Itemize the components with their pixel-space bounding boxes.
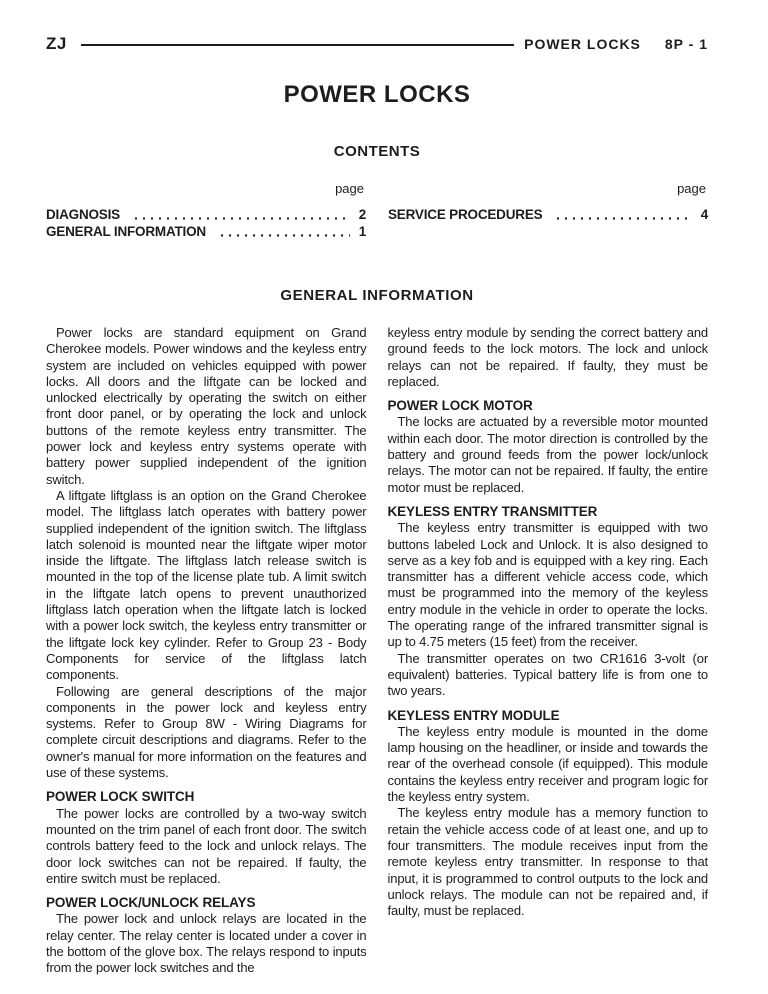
- header-chapter-title: POWER LOCKS: [524, 36, 641, 52]
- toc-entry-service-procedures: [388, 206, 708, 223]
- paragraph-continuation: keyless entry module by sending the correct battery and ground feeds to the lock motors. The lock and unlock relays can not be repaired. If faulty, they must be replaced.: [387, 325, 708, 389]
- paragraph: The keyless entry module has a memory function to retain the vehicle access code of at least one, and up to four transmitters. The module receives input from the remote keyless entry transmitter. In response to that input, it is programmed to control outputs to the lock and unlock relays. The module can not be repaired and, if faulty, must be replaced.: [387, 805, 708, 919]
- paragraph: The power locks are controlled by a two-way switch mounted on the trim panel of each front door. The switch controls battery feed to the lock and unlock relays. The door lock switches can not be repaired. If faulty, the entire switch must be replaced.: [46, 805, 367, 886]
- body-columns: [46, 325, 708, 977]
- subsection-heading-power-lock-motor: POWER LOCK MOTOR: [387, 398, 533, 414]
- toc-entry-diagnosis: [46, 206, 366, 223]
- subsection-heading-power-lock-unlock-relays: POWER LOCK/UNLOCK RELAYS: [46, 895, 256, 911]
- toc-entry-label: DIAGNOSIS: [46, 207, 120, 222]
- subsection-heading-power-lock-switch: POWER LOCK SWITCH: [46, 789, 195, 805]
- paragraph: A liftgate liftglass is an option on the Grand Cherokee model. The liftglass latch operates with battery power supplied independent of the ignition switch. The liftglass latch solenoid is mounted near the liftgate wiper motor inside the liftgate. The liftglass latch release switch is mounted in the top of the license plate tub. A limit switch in the liftgate latch opens to prevent unauthorized liftglass latch operation when the liftgate latch is locked with a power lock switch, the keyless entry transmitter or the liftgate lock key cylinder. Refer to Group 23 - Body Components for service of the liftglass latch components.: [46, 487, 367, 683]
- header-rule: [81, 44, 514, 46]
- paragraph: Following are general descriptions of the major components in the power lock and keyless entry systems. Refer to Group 8W - Wiring Diagrams for complete circuit descriptions and diagrams. Refer to the owner's manual for more information on the features and use of these systems.: [46, 683, 367, 781]
- dot-leader: [218, 234, 350, 237]
- page-column-label: page: [335, 181, 364, 196]
- paragraph: The keyless entry transmitter is equipped with two buttons labeled Lock and Unlock. It is also designed to serve as a key fob and is equipped with a key ring. Each transmitter has a different vehicle access code, which must be programmed into the memory of the keyless entry module in the vehicle in order to operate the locks. The operating range of the infrared transmitter signal is up to 4.75 meters (15 feet) from the receiver.: [387, 520, 708, 650]
- toc-left-column: [46, 181, 366, 240]
- paragraph: The locks are actuated by a reversible motor mounted within each door. The motor direction is controlled by the battery and ground feeds from the power lock/unlock relays. The motor can not be repaired. If faulty, the entire motor must be replaced.: [387, 414, 708, 495]
- model-code: ZJ: [46, 34, 67, 53]
- right-column: [388, 325, 709, 977]
- toc-entry-label: GENERAL INFORMATION: [46, 224, 206, 239]
- toc-entry-page: 2: [358, 207, 366, 222]
- toc-entry-page: 4: [700, 207, 708, 222]
- paragraph: The keyless entry module is mounted in the dome lamp housing on the headliner, or inside and towards the rear of the overhead console (if equipped). This module contains the keyless entry receiver and program logic for the keyless entry system.: [387, 723, 708, 805]
- dot-leader: [554, 217, 691, 220]
- page-column-label: page: [677, 181, 706, 196]
- table-of-contents: [46, 181, 708, 240]
- toc-right-column: [388, 181, 708, 240]
- toc-entry-general-information: [46, 223, 366, 240]
- subsection-heading-keyless-entry-module: KEYLESS ENTRY MODULE: [387, 707, 560, 723]
- paragraph: Power locks are standard equipment on Grand Cherokee models. Power windows and the keyless entry system are included on vehicles equipped with power locks. All doors and the liftgate can be locked and unlocked electrically by operating the switch on either front door panel, or by operating the lock and unlock buttons of the remote keyless entry transmitter. The power lock and keyless entry systems operate with battery power supplied independent of the ignition switch.: [46, 325, 367, 487]
- header-page-code: 8P - 1: [664, 36, 708, 52]
- dot-leader: [132, 217, 350, 220]
- subsection-heading-keyless-entry-transmitter: KEYLESS ENTRY TRANSMITTER: [387, 503, 598, 519]
- left-column: [46, 325, 367, 977]
- toc-entry-page: 1: [358, 224, 366, 239]
- page-title: POWER LOCKS: [283, 81, 471, 108]
- paragraph: The power lock and unlock relays are located in the relay center. The relay center is located under a cover in the bottom of the glove box. The relays respond to inputs from the power lock switches and the: [46, 911, 367, 976]
- paragraph: The transmitter operates on two CR1616 3-volt (or equivalent) batteries. Typical battery life is from one to two years.: [387, 650, 708, 699]
- section-heading-general-information: GENERAL INFORMATION: [280, 287, 474, 304]
- toc-entry-label: SERVICE PROCEDURES: [388, 207, 543, 222]
- running-header: [46, 34, 708, 54]
- contents-heading: CONTENTS: [333, 143, 421, 160]
